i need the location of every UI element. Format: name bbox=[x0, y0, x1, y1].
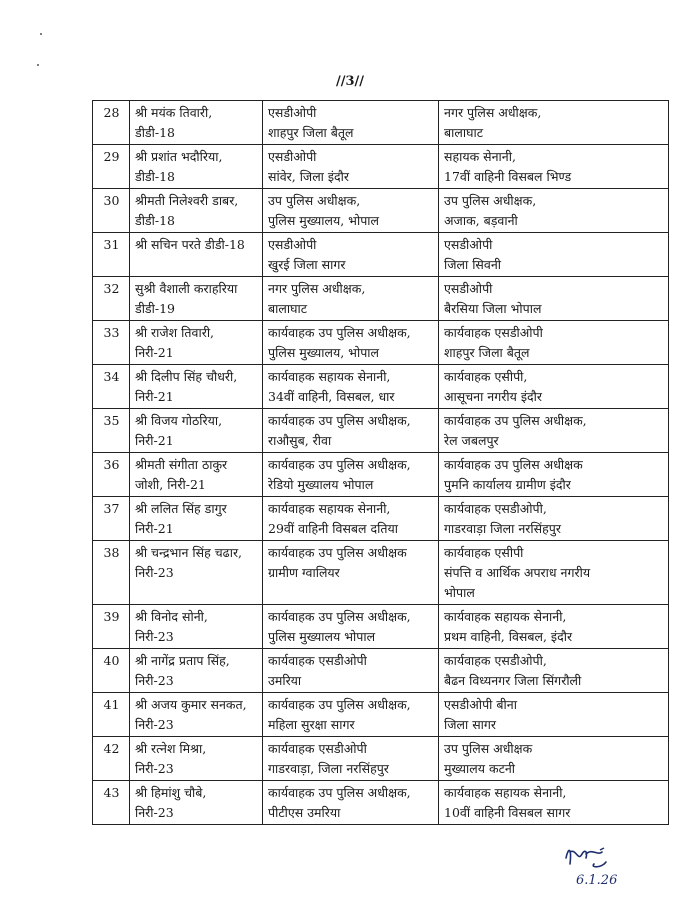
new-posting-cell bbox=[439, 605, 669, 649]
officer-name-cell-line: जोशी, निरी-21 bbox=[135, 477, 206, 492]
officer-name-cell bbox=[130, 409, 263, 453]
new-posting-cell-line: कार्यवाहक एसीपी, bbox=[444, 369, 528, 384]
table-row bbox=[93, 101, 669, 145]
current-posting-cell-line: ग्रामीण ग्वालियर bbox=[268, 565, 340, 580]
scan-speck bbox=[37, 64, 39, 66]
table-row bbox=[93, 781, 669, 825]
new-posting-cell-line: अजाक, बड़वानी bbox=[444, 213, 518, 228]
officer-name-cell-line: श्रीमती निलेश्वरी डाबर, bbox=[135, 193, 239, 208]
table-row bbox=[93, 541, 669, 605]
officer-name-cell-line: डीडी-19 bbox=[135, 301, 175, 316]
table-row bbox=[93, 453, 669, 497]
serial-number-cell: 32 bbox=[93, 277, 130, 321]
officer-name-cell-line: श्री अजय कुमार सनकत, bbox=[135, 697, 247, 712]
current-posting-cell bbox=[263, 605, 439, 649]
new-posting-cell bbox=[439, 649, 669, 693]
new-posting-cell bbox=[439, 233, 669, 277]
new-posting-cell-line: कार्यवाहक उप पुलिस अधीक्षक, bbox=[444, 413, 587, 428]
new-posting-cell bbox=[439, 541, 669, 605]
officer-name-cell-line: निरी-23 bbox=[135, 761, 174, 776]
table-row bbox=[93, 189, 669, 233]
new-posting-cell-line: कार्यवाहक उप पुलिस अधीक्षक bbox=[444, 457, 583, 472]
new-posting-cell-line: बैरसिया जिला भोपाल bbox=[444, 301, 542, 316]
new-posting-cell-line: कार्यवाहक एसडीओपी, bbox=[444, 653, 547, 668]
officer-name-cell bbox=[130, 189, 263, 233]
officer-name-cell-line: डीडी-18 bbox=[135, 125, 175, 140]
new-posting-cell bbox=[439, 497, 669, 541]
current-posting-cell bbox=[263, 189, 439, 233]
current-posting-cell bbox=[263, 497, 439, 541]
current-posting-cell-line: कार्यवाहक उप पुलिस अधीक्षक, bbox=[268, 457, 411, 472]
current-posting-cell bbox=[263, 277, 439, 321]
officer-name-cell-line: श्री दिलीप सिंह चौधरी, bbox=[135, 369, 238, 384]
officer-name-cell-line: निरी-21 bbox=[135, 389, 174, 404]
current-posting-cell-line: कार्यवाहक एसडीओपी bbox=[268, 653, 367, 668]
page-number: //3// bbox=[335, 74, 365, 89]
current-posting-cell-line: कार्यवाहक उप पुलिस अधीक्षक, bbox=[268, 697, 411, 712]
officer-name-cell bbox=[130, 321, 263, 365]
new-posting-cell-line: मुख्यालय कटनी bbox=[444, 761, 516, 776]
current-posting-cell bbox=[263, 649, 439, 693]
new-posting-cell-line: एसडीओपी bbox=[444, 237, 493, 252]
table-row bbox=[93, 145, 669, 189]
table-row bbox=[93, 409, 669, 453]
officer-name-cell bbox=[130, 541, 263, 605]
officer-name-cell-line: निरी-23 bbox=[135, 717, 174, 732]
new-posting-cell bbox=[439, 189, 669, 233]
officer-name-cell-line: निरी-23 bbox=[135, 805, 174, 820]
table-row bbox=[93, 737, 669, 781]
new-posting-cell-line: एसडीओपी बीना bbox=[444, 697, 517, 712]
new-posting-cell-line: संपत्ति व आर्थिक अपराध नगरीय bbox=[444, 565, 591, 580]
current-posting-cell-line: उप पुलिस अधीक्षक, bbox=[268, 193, 361, 208]
officer-name-cell bbox=[130, 233, 263, 277]
new-posting-cell-line: बालाघाट bbox=[444, 125, 484, 140]
current-posting-cell-line: कार्यवाहक सहायक सेनानी, bbox=[268, 369, 391, 384]
officer-name-cell-line: श्री नागेंद्र प्रताप सिंह, bbox=[135, 653, 230, 668]
current-posting-cell-line: कार्यवाहक उप पुलिस अधीक्षक bbox=[268, 545, 407, 560]
officer-name-cell-line: निरी-23 bbox=[135, 629, 174, 644]
new-posting-cell bbox=[439, 737, 669, 781]
new-posting-cell bbox=[439, 693, 669, 737]
serial-number-cell: 36 bbox=[93, 453, 130, 497]
officer-name-cell-line: श्री सचिन परते डीडी-18 bbox=[135, 237, 245, 252]
serial-number-cell: 31 bbox=[93, 233, 130, 277]
serial-number-cell: 35 bbox=[93, 409, 130, 453]
officer-name-cell-line: श्री ललित सिंह डागुर bbox=[135, 501, 227, 516]
officer-name-cell-line: श्री चन्द्रभान सिंह चढार, bbox=[135, 545, 243, 560]
officer-name-cell-line: श्री विनोद सोनी, bbox=[135, 609, 208, 624]
new-posting-cell bbox=[439, 101, 669, 145]
new-posting-cell-line: उप पुलिस अधीक्षक, bbox=[444, 193, 537, 208]
table-row bbox=[93, 649, 669, 693]
officer-name-cell bbox=[130, 365, 263, 409]
current-posting-cell bbox=[263, 737, 439, 781]
officer-name-cell-line: श्री राजेश तिवारी, bbox=[135, 325, 215, 340]
current-posting-cell-line: सांवेर, जिला इंदौर bbox=[268, 169, 350, 184]
current-posting-cell-line: महिला सुरक्षा सागर bbox=[268, 717, 355, 732]
serial-number-cell: 39 bbox=[93, 605, 130, 649]
officer-name-cell-line: निरी-21 bbox=[135, 433, 174, 448]
current-posting-cell-line: एसडीओपी bbox=[268, 149, 317, 164]
new-posting-cell-line: रेल जबलपुर bbox=[444, 433, 499, 448]
officer-name-cell-line: श्री विजय गोठरिया, bbox=[135, 413, 223, 428]
current-posting-cell-line: उमरिया bbox=[268, 673, 302, 688]
serial-number-cell: 43 bbox=[93, 781, 130, 825]
table-row bbox=[93, 365, 669, 409]
officer-name-cell bbox=[130, 453, 263, 497]
current-posting-cell-line: रेडियो मुख्यालय भोपाल bbox=[268, 477, 374, 492]
new-posting-cell-line: बैढन विध्यनगर जिला सिंगरौली bbox=[444, 673, 582, 688]
current-posting-cell-line: एसडीओपी bbox=[268, 237, 317, 252]
current-posting-cell bbox=[263, 321, 439, 365]
officer-name-cell bbox=[130, 497, 263, 541]
officer-name-cell-line: श्री हिमांशु चौबे, bbox=[135, 785, 207, 800]
new-posting-cell-line: सहायक सेनानी, bbox=[444, 149, 516, 164]
current-posting-cell bbox=[263, 453, 439, 497]
current-posting-cell-line: पुलिस मुख्यालय, भोपाल bbox=[268, 213, 380, 228]
new-posting-cell-line: उप पुलिस अधीक्षक bbox=[444, 741, 533, 756]
serial-number-cell: 28 bbox=[93, 101, 130, 145]
current-posting-cell-line: शाहपुर जिला बैतूल bbox=[268, 125, 354, 140]
officer-name-cell-line: डीडी-18 bbox=[135, 169, 175, 184]
new-posting-cell bbox=[439, 453, 669, 497]
new-posting-cell bbox=[439, 145, 669, 189]
officer-name-cell bbox=[130, 605, 263, 649]
officer-name-cell-line: श्री मयंक तिवारी, bbox=[135, 105, 213, 120]
new-posting-cell-line: गाडरवाड़ा जिला नरसिंहपुर bbox=[444, 521, 561, 536]
new-posting-cell bbox=[439, 365, 669, 409]
serial-number-cell: 29 bbox=[93, 145, 130, 189]
current-posting-cell-line: कार्यवाहक उप पुलिस अधीक्षक, bbox=[268, 785, 411, 800]
signature bbox=[558, 838, 668, 888]
current-posting-cell-line: पुलिस मुख्यालय, भोपाल bbox=[268, 345, 380, 360]
officer-name-cell-line: श्रीमती संगीता ठाकुर bbox=[135, 457, 228, 472]
serial-number-cell: 40 bbox=[93, 649, 130, 693]
current-posting-cell-line: राऔसुब, रीवा bbox=[268, 433, 332, 448]
table-row bbox=[93, 605, 669, 649]
current-posting-cell-line: गाडरवाड़ा, जिला नरसिंहपुर bbox=[268, 761, 389, 776]
current-posting-cell-line: पुलिस मुख्यालय भोपाल bbox=[268, 629, 376, 644]
current-posting-cell bbox=[263, 781, 439, 825]
new-posting-cell-line: एसडीओपी bbox=[444, 281, 493, 296]
scan-speck bbox=[40, 33, 42, 35]
officer-name-cell bbox=[130, 145, 263, 189]
current-posting-cell-line: कार्यवाहक उप पुलिस अधीक्षक, bbox=[268, 609, 411, 624]
officer-name-cell-line: सुश्री वैशाली कराहरिया bbox=[135, 281, 238, 296]
new-posting-cell-line: 10वीं वाहिनी विसबल सागर bbox=[444, 805, 571, 820]
new-posting-cell-line: कार्यवाहक एसडीओपी, bbox=[444, 501, 547, 516]
current-posting-cell-line: कार्यवाहक सहायक सेनानी, bbox=[268, 501, 391, 516]
current-posting-cell-line: खुरई जिला सागर bbox=[268, 257, 346, 272]
new-posting-cell-line: कार्यवाहक एसीपी bbox=[444, 545, 524, 560]
officer-name-cell-line: श्री रत्नेश मिश्रा, bbox=[135, 741, 207, 756]
new-posting-cell-line: पुमनि कार्यालय ग्रामीण इंदौर bbox=[444, 477, 571, 492]
new-posting-cell bbox=[439, 277, 669, 321]
new-posting-cell-line: भोपाल bbox=[444, 585, 475, 600]
current-posting-cell bbox=[263, 365, 439, 409]
table-row bbox=[93, 497, 669, 541]
officer-name-cell bbox=[130, 101, 263, 145]
new-posting-cell-line: जिला सागर bbox=[444, 717, 497, 732]
table-row bbox=[93, 277, 669, 321]
current-posting-cell bbox=[263, 145, 439, 189]
officer-name-cell bbox=[130, 649, 263, 693]
transfer-table-body bbox=[93, 101, 669, 825]
serial-number-cell: 38 bbox=[93, 541, 130, 605]
officer-name-cell bbox=[130, 693, 263, 737]
table-row bbox=[93, 321, 669, 365]
officer-name-cell-line: निरी-21 bbox=[135, 345, 174, 360]
current-posting-cell-line: एसडीओपी bbox=[268, 105, 317, 120]
serial-number-cell: 42 bbox=[93, 737, 130, 781]
serial-number-cell: 41 bbox=[93, 693, 130, 737]
current-posting-cell-line: कार्यवाहक उप पुलिस अधीक्षक, bbox=[268, 413, 411, 428]
new-posting-cell-line: 17वीं वाहिनी विसबल भिण्ड bbox=[444, 169, 572, 184]
officer-name-cell-line: डीडी-18 bbox=[135, 213, 175, 228]
new-posting-cell bbox=[439, 781, 669, 825]
serial-number-cell: 34 bbox=[93, 365, 130, 409]
current-posting-cell-line: 29वीं वाहिनी विसबल दतिया bbox=[268, 521, 398, 536]
current-posting-cell bbox=[263, 409, 439, 453]
current-posting-cell bbox=[263, 541, 439, 605]
current-posting-cell-line: बालाघाट bbox=[268, 301, 308, 316]
officer-name-cell bbox=[130, 737, 263, 781]
current-posting-cell bbox=[263, 693, 439, 737]
current-posting-cell-line: नगर पुलिस अधीक्षक, bbox=[268, 281, 366, 296]
new-posting-cell-line: कार्यवाहक एसडीओपी bbox=[444, 325, 543, 340]
new-posting-cell-line: प्रथम वाहिनी, विसबल, इंदौर bbox=[444, 629, 573, 644]
officer-name-cell-line: निरी-23 bbox=[135, 565, 174, 580]
officer-name-cell bbox=[130, 277, 263, 321]
officer-name-cell-line: श्री प्रशांत भदौरिया, bbox=[135, 149, 223, 164]
new-posting-cell bbox=[439, 409, 669, 453]
table-row bbox=[93, 693, 669, 737]
new-posting-cell-line: जिला सिवनी bbox=[444, 257, 502, 272]
officer-name-cell-line: निरी-23 bbox=[135, 673, 174, 688]
serial-number-cell: 33 bbox=[93, 321, 130, 365]
new-posting-cell-line: कार्यवाहक सहायक सेनानी, bbox=[444, 785, 567, 800]
new-posting-cell-line: नगर पुलिस अधीक्षक, bbox=[444, 105, 542, 120]
table-row bbox=[93, 233, 669, 277]
new-posting-cell-line: शाहपुर जिला बैतूल bbox=[444, 345, 530, 360]
current-posting-cell-line: पीटीएस उमरिया bbox=[268, 805, 341, 820]
officer-name-cell-line: निरी-21 bbox=[135, 521, 174, 536]
signature-date: 6.1.26 bbox=[576, 873, 618, 888]
current-posting-cell-line: 34वीं वाहिनी, विसबल, धार bbox=[268, 389, 395, 404]
serial-number-cell: 30 bbox=[93, 189, 130, 233]
current-posting-cell bbox=[263, 101, 439, 145]
transfer-table bbox=[92, 100, 669, 825]
current-posting-cell-line: कार्यवाहक एसडीओपी bbox=[268, 741, 367, 756]
officer-name-cell bbox=[130, 781, 263, 825]
new-posting-cell-line: आसूचना नगरीय इंदौर bbox=[444, 389, 542, 404]
new-posting-cell-line: कार्यवाहक सहायक सेनानी, bbox=[444, 609, 567, 624]
new-posting-cell bbox=[439, 321, 669, 365]
current-posting-cell bbox=[263, 233, 439, 277]
current-posting-cell-line: कार्यवाहक उप पुलिस अधीक्षक, bbox=[268, 325, 411, 340]
serial-number-cell: 37 bbox=[93, 497, 130, 541]
